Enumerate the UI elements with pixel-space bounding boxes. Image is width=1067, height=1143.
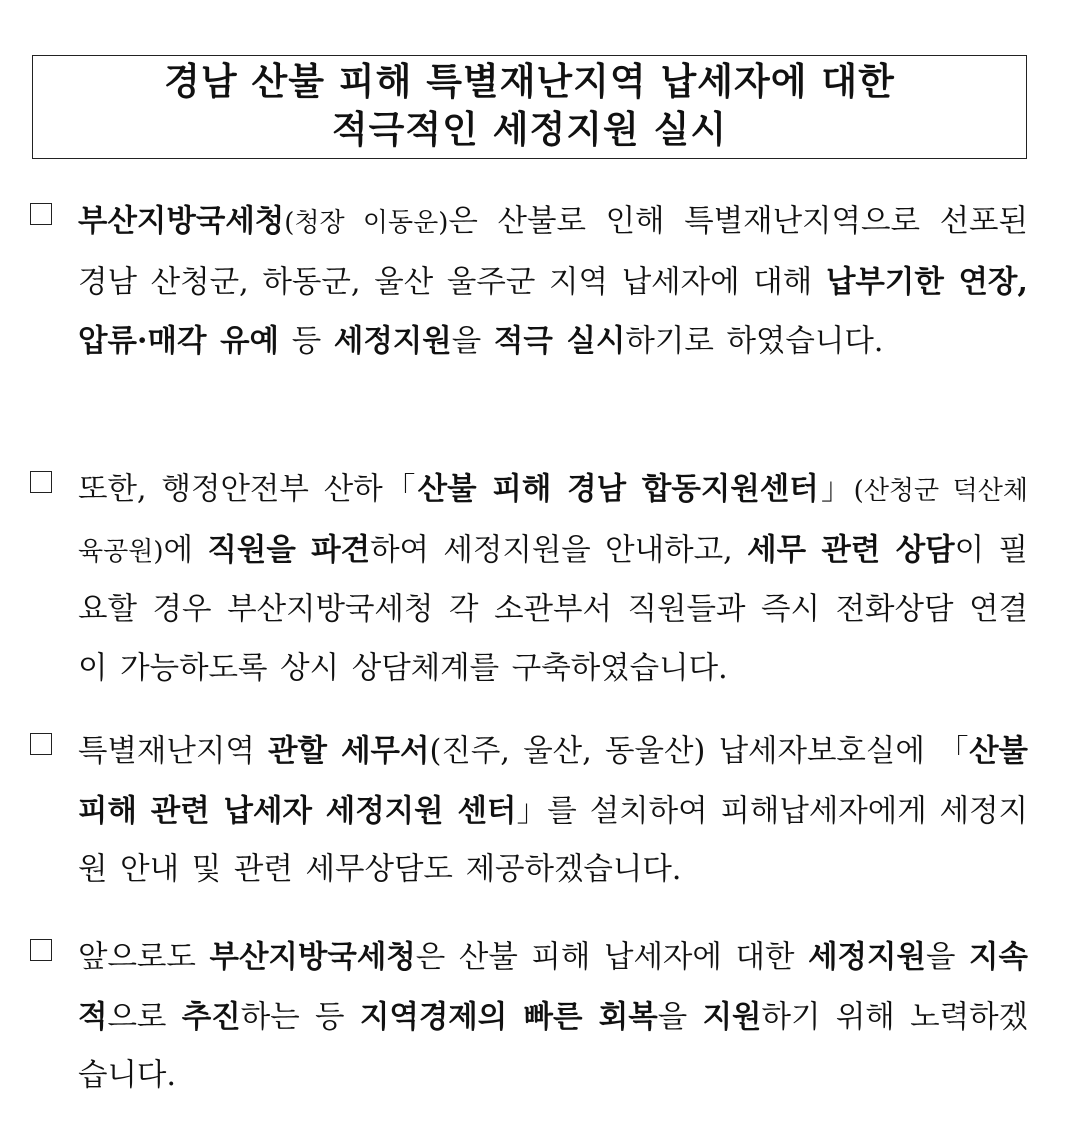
text-segment: 은 산불로 인해 특별재난지역으로 선포된 경남 산청군, 하동군, 울산 울주군 지역 납세자에 대해 [78, 204, 1028, 300]
text-segment: 하기로 하였습니다. [625, 324, 884, 359]
emphasized-text: 직원을 파견 [207, 531, 371, 568]
text-segment: 이 필요할 경우 부산지방국세청 각 소관부서 직원들과 즉시 전화상담 연결이 가능하도록 상시 상담체계를 구축하였습니다. [78, 532, 1028, 686]
paragraph-text [78, 928, 1028, 1106]
text-segment: 특별재난지역 [78, 734, 268, 769]
emphasized-text: 산불 피해 경남 합동지원센터 [417, 471, 819, 507]
emphasized-text: 세무 관련 상담 [747, 531, 955, 568]
paragraph-text [78, 460, 1028, 698]
emphasized-text: 지속적 [78, 939, 1028, 1035]
paragraph-3 [30, 722, 1028, 900]
checkbox-bullet-icon [30, 471, 52, 493]
text-segment: 을 [925, 940, 970, 975]
paragraph-text [78, 192, 1028, 372]
text-segment: 을 [657, 999, 703, 1035]
text-segment: (진주, 울산, 동울산) 납세자보호실에 「 [429, 734, 970, 769]
text-segment: 」 [818, 472, 854, 507]
title-line-2: 적극적인 세정지원 실시 [331, 108, 728, 151]
text-segment: 등 [279, 324, 334, 359]
emphasized-text: 부산지방국세청 [209, 939, 416, 975]
text-segment: 에 [163, 532, 208, 568]
text-segment: (산청군 덕산체육공원) [78, 476, 1028, 567]
emphasized-text: 부산지방국세청 [78, 203, 285, 239]
emphasized-text: 적극 실시 [493, 323, 626, 359]
text-segment: (청장 이동운) [284, 208, 449, 238]
emphasized-text: 세정지원 [333, 323, 452, 359]
paragraph-text [78, 722, 1028, 900]
paragraph-2 [30, 460, 1028, 698]
text-segment: 또한, 행정안전부 산하「 [78, 472, 418, 507]
emphasized-text: 납부기한 연장, 압류·매각 유예 [78, 263, 1028, 359]
checkbox-bullet-icon [30, 203, 52, 225]
text-segment: 하기 위해 노력하겠습니다. [78, 999, 1029, 1093]
emphasized-text: 세정지원 [808, 939, 926, 975]
title-line-1: 경남 산불 피해 특별재난지역 납세자에 대한 [164, 60, 895, 103]
title-box [32, 55, 1027, 159]
text-segment: 으로 [107, 999, 182, 1035]
text-segment: 앞으로도 [78, 940, 210, 975]
text-segment: 은 산불 피해 납세자에 대한 [415, 940, 809, 975]
emphasized-text: 관할 세무서 [268, 733, 430, 769]
emphasized-text: 산불피해 관련 납세자 세정지원 센터 [78, 733, 1028, 829]
text-segment: 」를 설치하여 피해납세자에게 세정지원 안내 및 관련 세무상담도 제공하겠습니다. [78, 793, 1028, 887]
paragraph-4 [30, 928, 1028, 1106]
checkbox-bullet-icon [30, 733, 52, 755]
text-segment: 하는 등 [240, 999, 360, 1035]
emphasized-text: 추진 [181, 998, 241, 1035]
text-segment: 을 [451, 324, 494, 359]
checkbox-bullet-icon [30, 939, 52, 961]
emphasized-text: 지원 [702, 998, 762, 1035]
paragraph-1 [30, 192, 1028, 372]
emphasized-text: 지역경제의 빠른 회복 [359, 998, 658, 1035]
text-segment: 하여 세정지원을 안내하고, [370, 532, 748, 568]
